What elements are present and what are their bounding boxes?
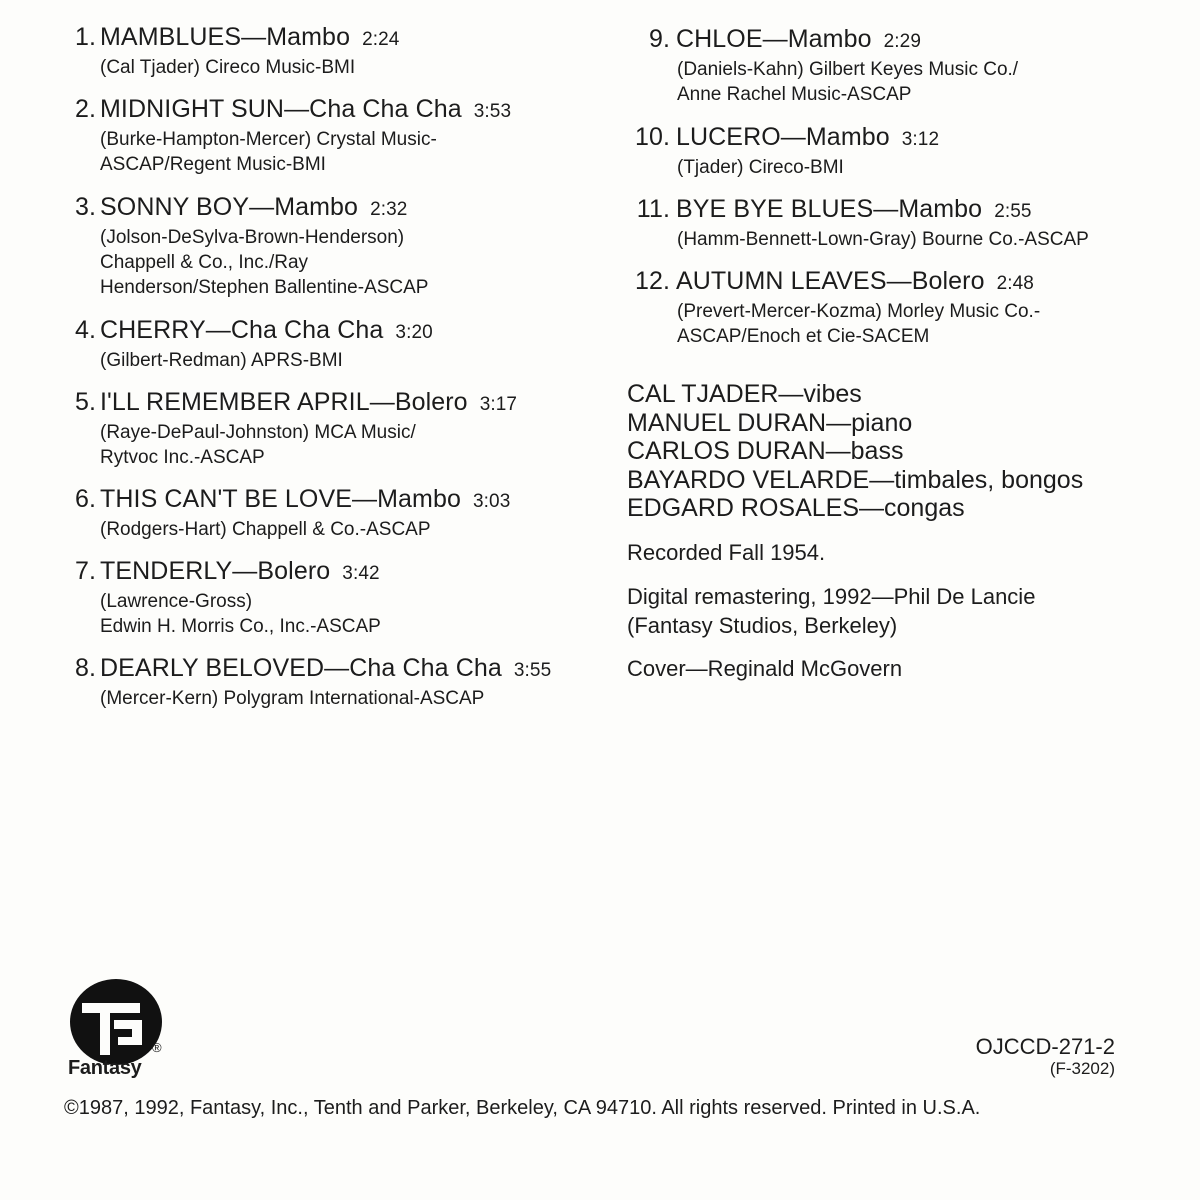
track-duration: 3:53 (473, 101, 512, 122)
track-credit: (Hamm-Bennett-Lown-Gray) Bourne Co.-ASCAP (677, 229, 1089, 250)
personnel-member: CARLOS DURAN—bass (627, 437, 904, 465)
track-item (66, 484, 510, 542)
track-item (66, 387, 517, 470)
track-duration: 3:42 (342, 563, 380, 584)
track-credit: (Mercer-Kern) Polygram International-ASCAP (100, 688, 485, 709)
track-number: 4. (74, 316, 96, 344)
copyright-notice: ©1987, 1992, Fantasy, Inc., Tenth and Parker, Berkeley, CA 94710. All rights reserved. Printed in U.S.A. (64, 1097, 981, 1119)
track-credit: (Raye-DePaul-Johnston) MCA Music/ (100, 422, 416, 443)
personnel-member: MANUEL DURAN—piano (627, 408, 913, 437)
track-title: MAMBLUES—Mambo (100, 23, 351, 51)
track-item (66, 94, 511, 177)
track-item (627, 122, 939, 180)
track-credit: ASCAP/Enoch et Cie-SACEM (677, 326, 930, 347)
track-title: LUCERO—Mambo (676, 123, 890, 151)
registered-mark: ® (152, 1040, 162, 1055)
track-duration: 2:29 (883, 31, 921, 52)
track-credit: ASCAP/Regent Music-BMI (100, 154, 326, 175)
track-duration: 2:55 (994, 201, 1032, 222)
track-title-line (66, 22, 399, 55)
track-duration: 2:48 (996, 273, 1034, 294)
track-credit: Rytvoc Inc.-ASCAP (100, 447, 265, 468)
track-title-line (627, 122, 939, 155)
track-duration: 3:03 (472, 491, 511, 512)
track-credit: Henderson/Stephen Ballentine-ASCAP (100, 277, 429, 298)
track-number: 11. (636, 195, 670, 223)
track-title: CHERRY—Cha Cha Cha (100, 316, 384, 344)
track-item (66, 556, 381, 639)
track-duration: 2:24 (362, 29, 400, 50)
track-credit: Anne Rachel Music-ASCAP (677, 84, 912, 105)
track-item (627, 266, 1040, 349)
track-title: AUTUMN LEAVES—Bolero (676, 267, 985, 295)
track-title: SONNY BOY—Mambo (100, 193, 359, 221)
remastering-line: (Fantasy Studios, Berkeley) (627, 613, 898, 638)
track-number: 8. (74, 654, 96, 682)
track-title-line (66, 653, 551, 686)
track-credit: (Prevert-Mercer-Kozma) Morley Music Co.- (677, 301, 1041, 322)
track-number: 6. (74, 485, 96, 513)
track-credit: (Lawrence-Gross) (100, 591, 253, 612)
track-title: MIDNIGHT SUN—Cha Cha Cha (100, 95, 462, 123)
fantasy-logo-text: Fantasy (68, 1057, 142, 1079)
track-credit: Edwin H. Morris Co., Inc.-ASCAP (100, 616, 381, 637)
track-title: DEARLY BELOVED—Cha Cha Cha (100, 654, 502, 682)
track-number: 7. (74, 557, 96, 585)
track-duration: 3:12 (901, 129, 940, 150)
track-item (66, 22, 399, 80)
personnel-member: EDGARD ROSALES—congas (627, 494, 965, 522)
track-duration: 2:32 (370, 199, 408, 220)
track-title-line (66, 484, 510, 517)
track-number: 3. (74, 193, 96, 221)
track-credit: (Burke-Hampton-Mercer) Crystal Music- (100, 129, 437, 150)
track-title: I'LL REMEMBER APRIL—Bolero (100, 388, 468, 416)
cover-credit: Cover—Reginald McGovern (627, 656, 903, 681)
remastering-note (627, 582, 1035, 640)
track-title-line (66, 387, 517, 420)
track-credit: (Cal Tjader) Cireco Music-BMI (100, 57, 356, 78)
catalog-number: OJCCD-271-2 (975, 1034, 1115, 1059)
track-number: 1. (74, 23, 96, 51)
track-number: 9. (648, 25, 670, 53)
track-title: TENDERLY—Bolero (100, 557, 331, 585)
personnel-list (627, 380, 1083, 523)
track-credit: Chappell & Co., Inc./Ray (100, 252, 309, 273)
track-item (66, 653, 551, 711)
track-number: 5. (74, 388, 96, 416)
track-duration: 3:17 (479, 394, 518, 415)
track-credit: (Tjader) Cireco-BMI (677, 157, 844, 178)
track-credit: (Rodgers-Hart) Chappell & Co.-ASCAP (100, 519, 431, 540)
track-item (627, 194, 1089, 252)
track-item (66, 192, 428, 300)
track-title-line (627, 266, 1040, 299)
remastering-line: Digital remastering, 1992—Phil De Lancie (627, 584, 1036, 609)
track-title-line (66, 315, 433, 348)
personnel-member: CAL TJADER—vibes (627, 380, 862, 408)
track-title: BYE BYE BLUES—Mambo (676, 195, 983, 223)
original-catalog-number: (F-3202) (1049, 1059, 1115, 1078)
track-item (66, 315, 433, 373)
track-title: CHLOE—Mambo (676, 25, 872, 53)
track-credit: (Gilbert-Redman) APRS-BMI (100, 350, 343, 371)
track-title: THIS CAN'T BE LOVE—Mambo (100, 485, 461, 513)
track-item (627, 24, 1018, 107)
track-title-line (627, 24, 1018, 57)
track-number: 2. (74, 95, 96, 123)
track-title-line (66, 94, 511, 127)
track-title-line (627, 194, 1089, 227)
track-credit: (Jolson-DeSylva-Brown-Henderson) (100, 227, 405, 248)
track-number: 12. (634, 267, 670, 295)
personnel-member: BAYARDO VELARDE—timbales, bongos (627, 465, 1084, 494)
recorded-note: Recorded Fall 1954. (627, 540, 826, 565)
track-duration: 3:20 (395, 322, 433, 343)
track-credit: (Daniels-Kahn) Gilbert Keyes Music Co./ (677, 59, 1019, 80)
track-duration: 3:55 (513, 660, 552, 681)
track-number: 10. (634, 123, 670, 151)
track-title-line (66, 192, 428, 225)
track-title-line (66, 556, 381, 589)
